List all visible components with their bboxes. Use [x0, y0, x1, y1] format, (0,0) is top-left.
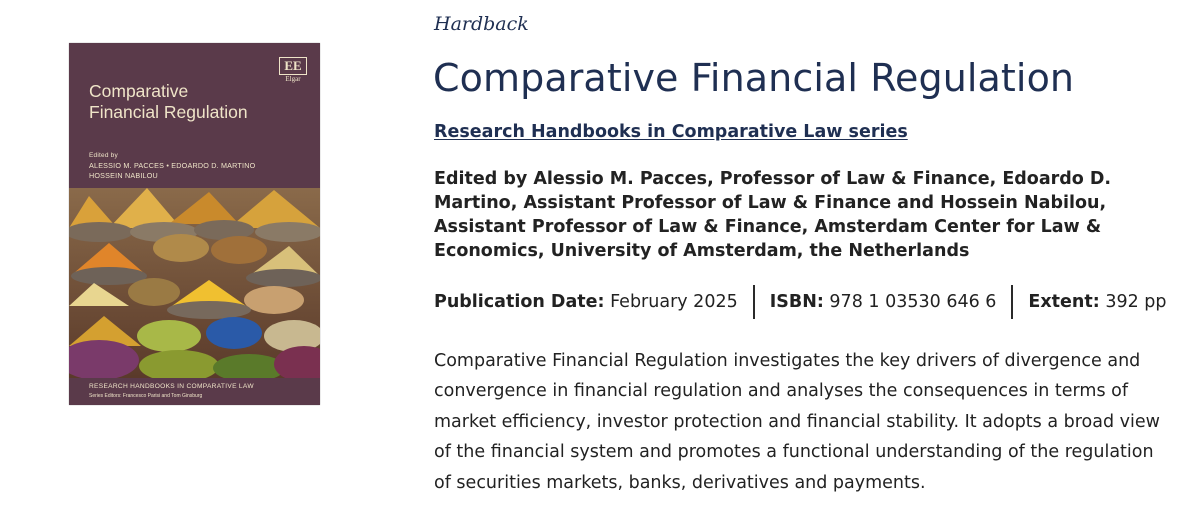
meta-divider	[1011, 285, 1013, 319]
book-title: Comparative Financial Regulation	[433, 56, 1075, 100]
cover-title	[89, 81, 248, 123]
series-link[interactable]: Research Handbooks in Comparative Law series	[434, 122, 908, 142]
book-description: Comparative Financial Regulation investigates the key drivers of divergence and convergence in financial regulation and analyses the consequences in terms of market efficiency, investor protection and financial stability. It adopts a broad view of the financial system and promotes a functional understanding of the regulation of securities markets, banks, derivatives and payments.	[434, 351, 1160, 493]
meta-divider	[753, 285, 755, 319]
cover-footer	[69, 378, 320, 405]
elgar-logo	[279, 57, 307, 84]
book-meta	[434, 285, 1167, 319]
cover-title-line2: Financial Regulation	[89, 102, 248, 122]
book-editors: Edited by Alessio M. Pacces, Professor of Law & Finance, Edoardo D. Martino, Assistant Professor of Law & Finance and Hossein Nabilou, Assistant Professor of Law & Finance, Amsterdam Center for Law & Economics, University of Amsterdam, the Netherlands	[434, 169, 1112, 261]
cover-editors-line2: HOSSEIN NABILOU	[89, 171, 158, 180]
extent-value: 392 pp	[1105, 292, 1167, 312]
extent	[1028, 292, 1166, 312]
isbn-label: ISBN:	[769, 292, 824, 312]
logo-mark: EE	[279, 57, 307, 75]
cover-edited-label: Edited by	[89, 152, 118, 159]
spice-market-image	[69, 188, 320, 378]
publication-date-value: February 2025	[610, 292, 738, 312]
cover-editors	[89, 151, 255, 181]
cover-editors-line1: ALESSIO M. PACCES • EDOARDO D. MARTINO	[89, 161, 256, 170]
logo-name: Elgar	[285, 75, 301, 83]
extent-label: Extent:	[1028, 292, 1100, 312]
book-cover[interactable]	[69, 43, 320, 405]
cover-title-line1: Comparative	[89, 81, 189, 101]
cover-series: RESEARCH HANDBOOKS IN COMPARATIVE LAW	[89, 383, 254, 390]
cover-series-editors: Series Editors: Francesco Parisi and Tom Ginsburg	[89, 393, 203, 399]
isbn-value: 978 1 03530 646 6	[829, 292, 997, 312]
book-format: Hardback	[434, 13, 529, 35]
publication-date-label: Publication Date:	[434, 292, 605, 312]
publication-date	[434, 292, 738, 312]
isbn	[770, 292, 997, 312]
